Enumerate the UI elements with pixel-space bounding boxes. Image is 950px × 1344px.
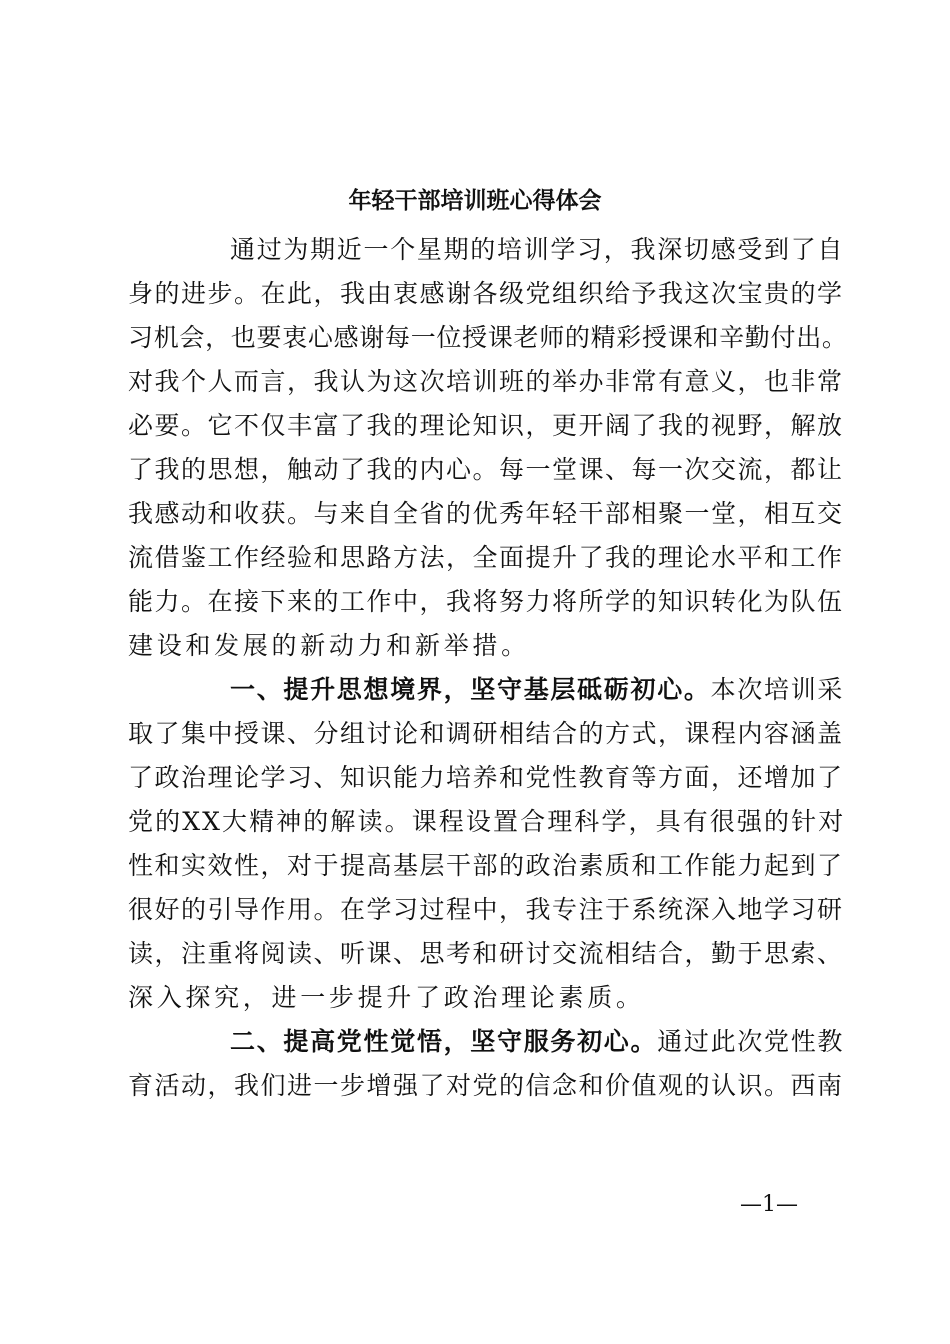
paragraph-line: 深入探究，进一步提升了政治理论素质。 [128,983,645,1012]
paragraph-line: 读，注重将阅读、听课、思考和研讨交流相结合，勤于思索、 [128,939,844,968]
paragraph-line: 能力。在接下来的工作中，我将努力将所学的知识转化为队伍 [128,587,844,616]
paragraph-line: 流借鉴工作经验和思路方法，全面提升了我的理论水平和工作 [128,543,844,572]
paragraph-line: 了我的思想，触动了我的内心。每一堂课、每一次交流，都让 [128,455,844,484]
section-2-lead-text: 通过此次党性教 [657,1027,845,1056]
section-2-heading: 二、提高党性觉悟，坚守服务初心。 [230,1027,658,1056]
paragraph-line: 党的XX大精神的解读。课程设置合理科学，具有很强的针对 [128,807,846,836]
section-1-heading: 一、提升思想境界，坚守基层砥砺初心。 [230,675,711,704]
section-2-first-line [128,1020,848,1064]
paragraph-line: 身的进步。在此，我由衷感谢各级党组织给予我这次宝贵的学 [128,279,844,308]
document-body [128,228,848,1108]
paragraph-line: 很好的引导作用。在学习过程中，我专注于系统深入地学习研 [128,895,844,924]
paragraph-line: 了政治理论学习、知识能力培养和党性教育等方面，还增加了 [128,763,844,792]
paragraph-line: 性和实效性，对于提高基层干部的政治素质和工作能力起到了 [128,851,844,880]
paragraph-line: 必要。它不仅丰富了我的理论知识，更开阔了我的视野，解放 [128,411,844,440]
section-1-lead-text: 本次培训采 [710,675,845,704]
page-number: —1— [740,1192,798,1217]
paragraph-line: 对我个人而言，我认为这次培训班的举办非常有意义，也非常 [128,367,844,396]
paragraph-line: 取了集中授课、分组讨论和调研相结合的方式，课程内容涵盖 [128,719,844,748]
document-title: 年轻干部培训班心得体会 [348,187,602,214]
paragraph-line: 通过为期近一个星期的培训学习，我深切感受到了自 [230,235,845,264]
paragraph-line: 习机会，也要衷心感谢每一位授课老师的精彩授课和辛勤付出。 [128,323,848,352]
paragraph-line: 我感动和收获。与来自全省的优秀年轻干部相聚一堂，相互交 [128,499,844,528]
paragraph-line: 育活动，我们进一步增强了对党的信念和价值观的认识。西南 [128,1071,844,1100]
paragraph-line: 建设和发展的新动力和新举措。 [128,631,530,660]
section-1-first-line [128,668,848,712]
